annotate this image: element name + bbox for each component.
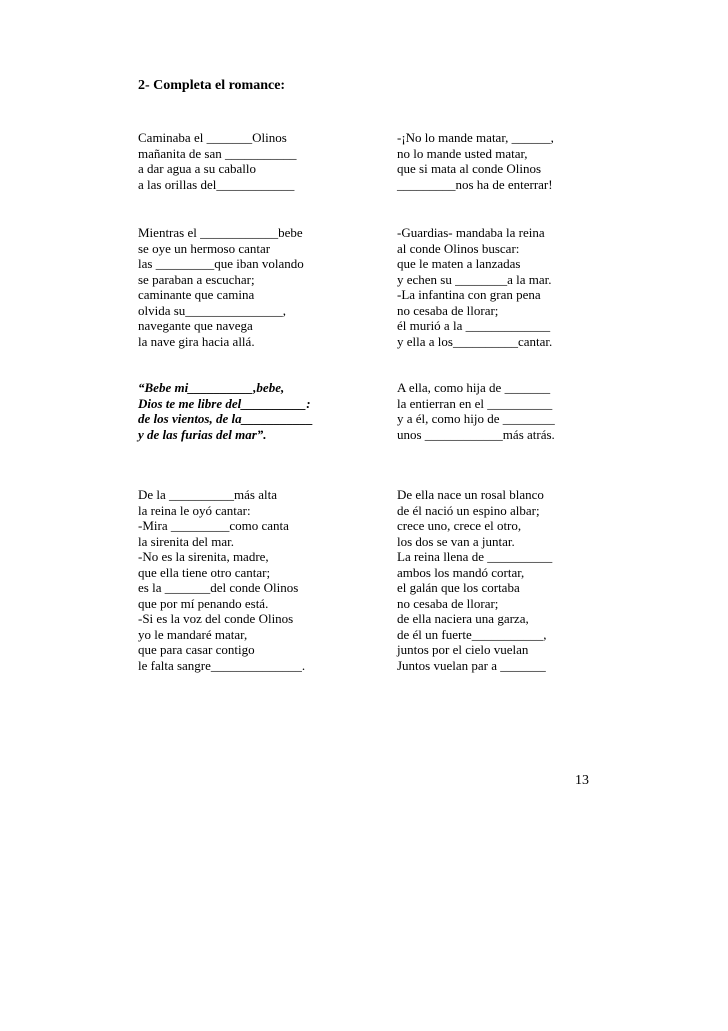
verse-line: _________nos ha de enterrar! xyxy=(397,176,553,192)
verse-line: que para casar contigo xyxy=(138,642,255,657)
stanza-2 xyxy=(397,130,637,192)
verse-line: a las orillas del____________ xyxy=(138,176,295,192)
verse-line: que si mata al conde Olinos xyxy=(397,161,542,176)
verse-line: navegante que navega xyxy=(138,318,253,333)
verse-line: de él nació un espino albar; xyxy=(397,502,540,518)
stanza-1 xyxy=(138,130,378,192)
verse-line: a dar agua a su caballo xyxy=(138,161,257,176)
page-number: 13 xyxy=(575,773,589,788)
verse-line: se oye un hermoso cantar xyxy=(138,240,271,256)
verse-line: que por mí penando está. xyxy=(138,595,269,611)
verse-line: de ella naciera una garza, xyxy=(397,611,529,626)
verse-line: caminante que camina xyxy=(138,287,255,302)
verse-line: -La infantina con gran pena xyxy=(397,287,541,302)
verse-line: de él un fuerte___________, xyxy=(397,626,547,642)
verse-line: los dos se van a juntar. xyxy=(397,533,515,549)
verse-line: es la _______del conde Olinos xyxy=(138,580,299,595)
stanza-7 xyxy=(138,487,378,673)
verse-line: Caminaba el _______Olinos xyxy=(138,130,287,145)
verse-line: “Bebe mi__________,bebe, xyxy=(138,380,285,395)
verse-line: De la __________más alta xyxy=(138,487,277,502)
stanza-8 xyxy=(397,487,637,673)
stanza-6 xyxy=(397,380,637,442)
verse-line: el galán que los cortaba xyxy=(397,580,520,595)
verse-line: -¡No lo mande matar, ______, xyxy=(397,130,554,145)
verse-line: -Guardias- mandaba la reina xyxy=(397,225,545,240)
verse-line: juntos por el cielo vuelan xyxy=(397,642,529,657)
verse-line: Mientras el ____________bebe xyxy=(138,225,303,240)
verse-line: no cesaba de llorar; xyxy=(397,302,499,318)
stanza-3 xyxy=(138,225,378,349)
verse-line: que le maten a lanzadas xyxy=(397,256,521,271)
verse-line: la entierran en el __________ xyxy=(397,395,553,411)
verse-line: -Mira _________como canta xyxy=(138,518,289,533)
verse-line: y de las furias del mar”. xyxy=(138,426,267,442)
verse-line: no lo mande usted matar, xyxy=(397,145,528,161)
verse-line: la reina le oyó cantar: xyxy=(138,502,251,518)
verse-line: no cesaba de llorar; xyxy=(397,595,499,611)
verse-line: olvida su_______________, xyxy=(138,302,287,318)
verse-line: y ella a los__________cantar. xyxy=(397,333,553,349)
verse-line: -Si es la voz del conde Olinos xyxy=(138,611,294,626)
verse-line: se paraban a escuchar; xyxy=(138,271,255,287)
stanza-4 xyxy=(397,225,637,349)
verse-line: mañanita de san ___________ xyxy=(138,145,297,161)
verse-line: Dios te me libre del__________: xyxy=(138,395,311,411)
verse-line: la nave gira hacia allá. xyxy=(138,333,255,349)
verse-line: De ella nace un rosal blanco xyxy=(397,487,544,502)
verse-line: él murió a la _____________ xyxy=(397,318,551,333)
verse-line: la sirenita del mar. xyxy=(138,533,235,549)
verse-line: las _________que iban volando xyxy=(138,256,304,271)
verse-line: crece uno, crece el otro, xyxy=(397,518,522,533)
verse-line: y echen su ________a la mar. xyxy=(397,271,552,287)
verse-line: A ella, como hija de _______ xyxy=(397,380,551,395)
verse-line: La reina llena de __________ xyxy=(397,549,553,564)
verse-line: que ella tiene otro cantar; xyxy=(138,564,271,580)
verse-line: de los vientos, de la___________ xyxy=(138,411,314,426)
stanza-5 xyxy=(138,380,378,442)
verse-line: al conde Olinos buscar: xyxy=(397,240,520,256)
verse-line: yo le mandaré matar, xyxy=(138,626,248,642)
verse-line: -No es la sirenita, madre, xyxy=(138,549,269,564)
page-title: 2- Completa el romance: xyxy=(138,78,286,93)
verse-line: ambos los mandó cortar, xyxy=(397,564,525,580)
verse-line: y a él, como hijo de ________ xyxy=(397,411,555,426)
verse-line: unos ____________más atrás. xyxy=(397,426,555,442)
verse-line: Juntos vuelan par a _______ xyxy=(397,657,546,673)
verse-line: le falta sangre______________. xyxy=(138,657,306,673)
